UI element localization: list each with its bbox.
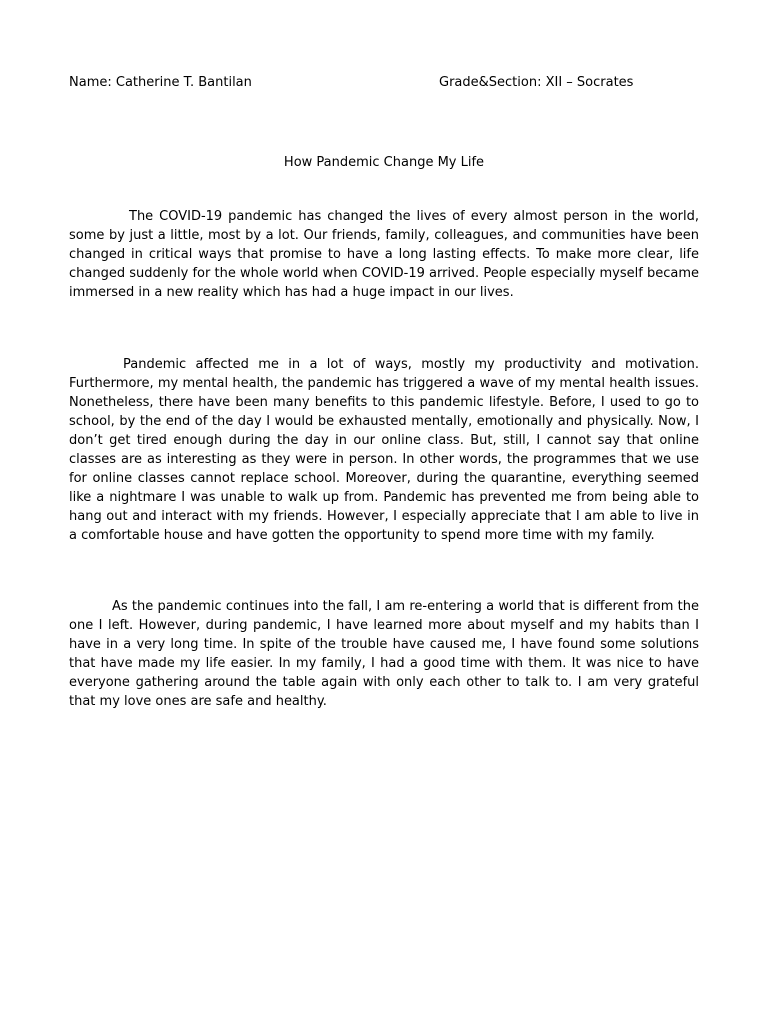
essay-paragraph-2: Pandemic affected me in a lot of ways, mostly my productivity and motivation. Furthermore, my mental health, the pandemic has triggered a wave of my mental health issues. Nonetheless, there have been many benefits to this pandemic lifestyle. Before, I used to go to school, by the end of the day I would be exhausted mentally, emotionally and physically. Now, I don’t get tired enough during the day in our online class. But, still, I cannot say that online classes are as interesting as they were in person. In other words, the programmes that we use for online classes cannot replace school. Moreover, during the quarantine, everything seemed like a nightmare I was unable to walk up from. Pandemic has prevented me from being able to hang out and interact with my friends. However, I especially appreciate that I am able to live in a comfortable house and have gotten the opportunity to spend more time with my family. bbox=[69, 357, 699, 543]
essay-title: How Pandemic Change My Life bbox=[283, 155, 485, 170]
grade-section: Grade&Section: XII – Socrates bbox=[439, 75, 634, 90]
essay-paragraph-3: As the pandemic continues into the fall, I am re-entering a world that is different from the one I left. However, during pandemic, I have learned more about myself and my habits than I have in a very long time. In spite of the trouble have caused me, I have found some solutions that have made my life easier. In my family, I had a good time with them. It was nice to have everyone gathering around the table again with only each other to talk to. I am very grateful that my love ones are safe and healthy. bbox=[69, 599, 699, 709]
essay-paragraph-1: The COVID-19 pandemic has changed the lives of every almost person in the world, some by just a little, most by a lot. Our friends, family, colleagues, and communities have been changed in critical ways that promise to have a long lasting effects. To make more clear, life changed suddenly for the whole world when COVID-19 arrived. People especially myself became immersed in a new reality which has had a huge impact in our lives. bbox=[69, 209, 699, 300]
student-name: Name: Catherine T. Bantilan bbox=[69, 75, 252, 90]
